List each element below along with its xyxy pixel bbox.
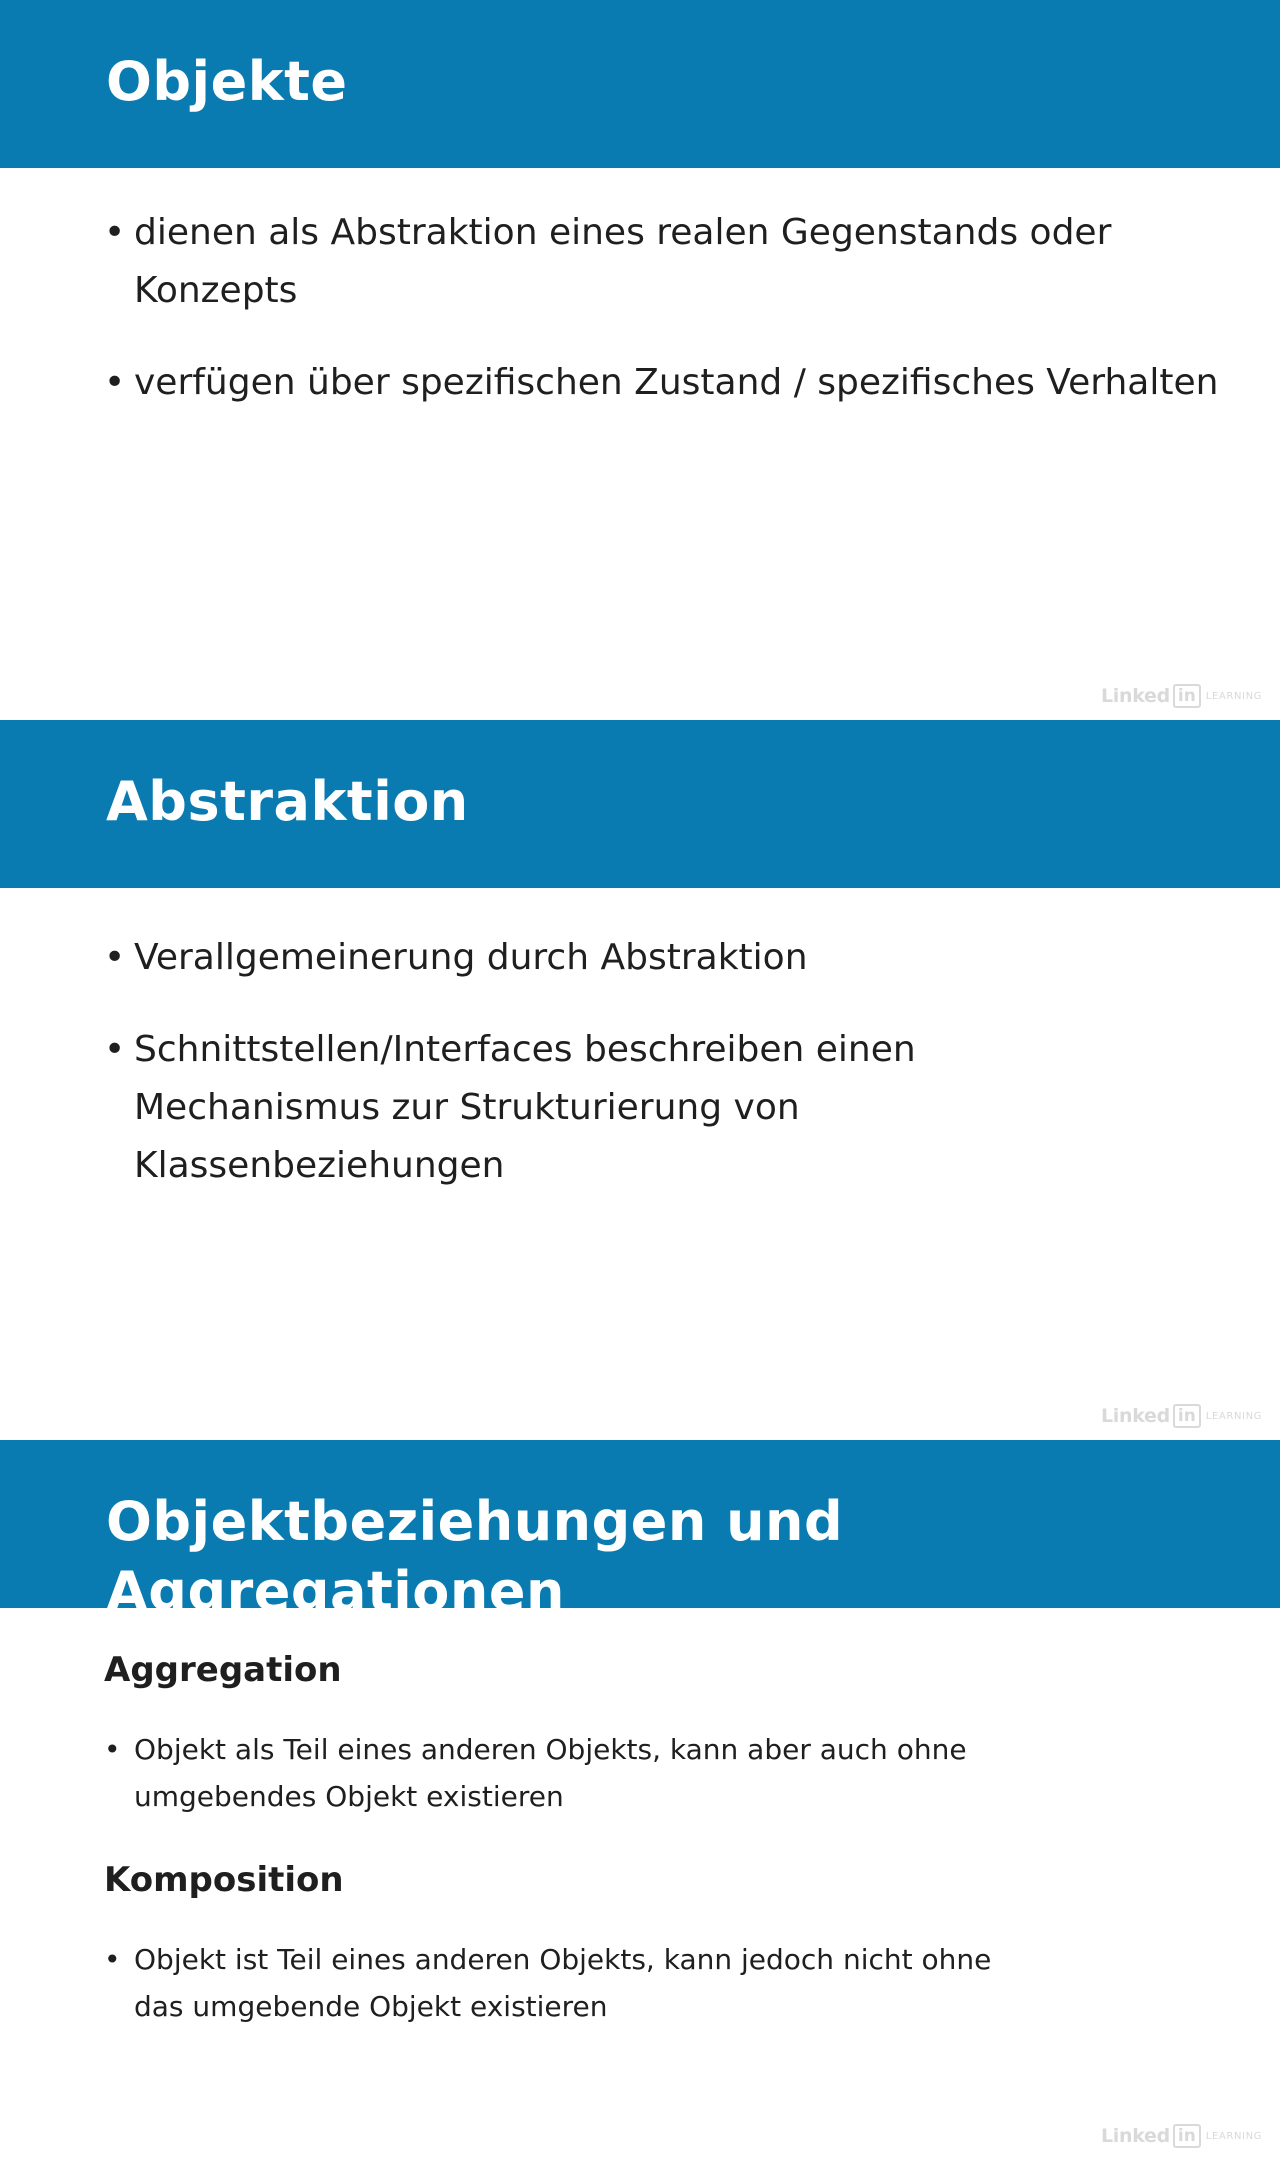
bullet-list bbox=[104, 1936, 1014, 2030]
slide-abstraktion bbox=[0, 720, 1280, 1440]
logo-learning: LEARNING bbox=[1205, 2130, 1262, 2142]
slide-title: Objektbeziehungen und Aggregationen bbox=[106, 1490, 844, 1623]
logo-learning: LEARNING bbox=[1205, 690, 1262, 702]
slide-header bbox=[0, 1440, 1280, 1623]
logo-learning: LEARNING bbox=[1205, 1410, 1262, 1422]
bullet-item: • Objekt ist Teil eines anderen Objekts, kann jedoch nicht ohne das umgebende Objekt existieren bbox=[104, 1936, 1014, 2030]
section-heading-komposition: Komposition bbox=[104, 1860, 344, 1900]
bullet-list bbox=[104, 929, 1154, 1195]
linkedin-learning-logo bbox=[1101, 684, 1262, 708]
logo-wordmark: Linked bbox=[1100, 2125, 1170, 2147]
slide-objektbeziehungen bbox=[0, 1440, 1280, 2160]
slide-title: Objekte bbox=[106, 50, 348, 113]
bullet-item: • verfügen über spezifischen Zustand / spezifisches Verhalten bbox=[104, 354, 1254, 412]
logo-in-box: in bbox=[1173, 684, 1201, 708]
logo-wordmark: Linked bbox=[1100, 1405, 1170, 1427]
slide-objekte bbox=[0, 0, 1280, 720]
bullet-item: • Schnittstellen/Interfaces beschreiben einen Mechanismus zur Strukturierung von Klassenbeziehungen bbox=[104, 1021, 1154, 1195]
logo-in-box: in bbox=[1173, 1404, 1201, 1428]
slide-header bbox=[0, 720, 1280, 888]
logo-wordmark: Linked bbox=[1100, 685, 1170, 707]
slide-title: Abstraktion bbox=[106, 770, 469, 833]
slide-header bbox=[0, 0, 1280, 168]
bullet-item: • Verallgemeinerung durch Abstraktion bbox=[104, 929, 1154, 987]
bullet-list bbox=[104, 204, 1254, 412]
bullet-item: • dienen als Abstraktion eines realen Gegenstands oder Konzepts bbox=[104, 204, 1254, 320]
bullet-item: • Objekt als Teil eines anderen Objekts, kann aber auch ohne umgebendes Objekt existieren bbox=[104, 1726, 994, 1820]
logo-in-box: in bbox=[1173, 2124, 1201, 2148]
section-heading-aggregation: Aggregation bbox=[104, 1650, 342, 1690]
linkedin-learning-logo bbox=[1101, 2124, 1262, 2148]
bullet-list bbox=[104, 1726, 994, 1820]
linkedin-learning-logo bbox=[1101, 1404, 1262, 1428]
